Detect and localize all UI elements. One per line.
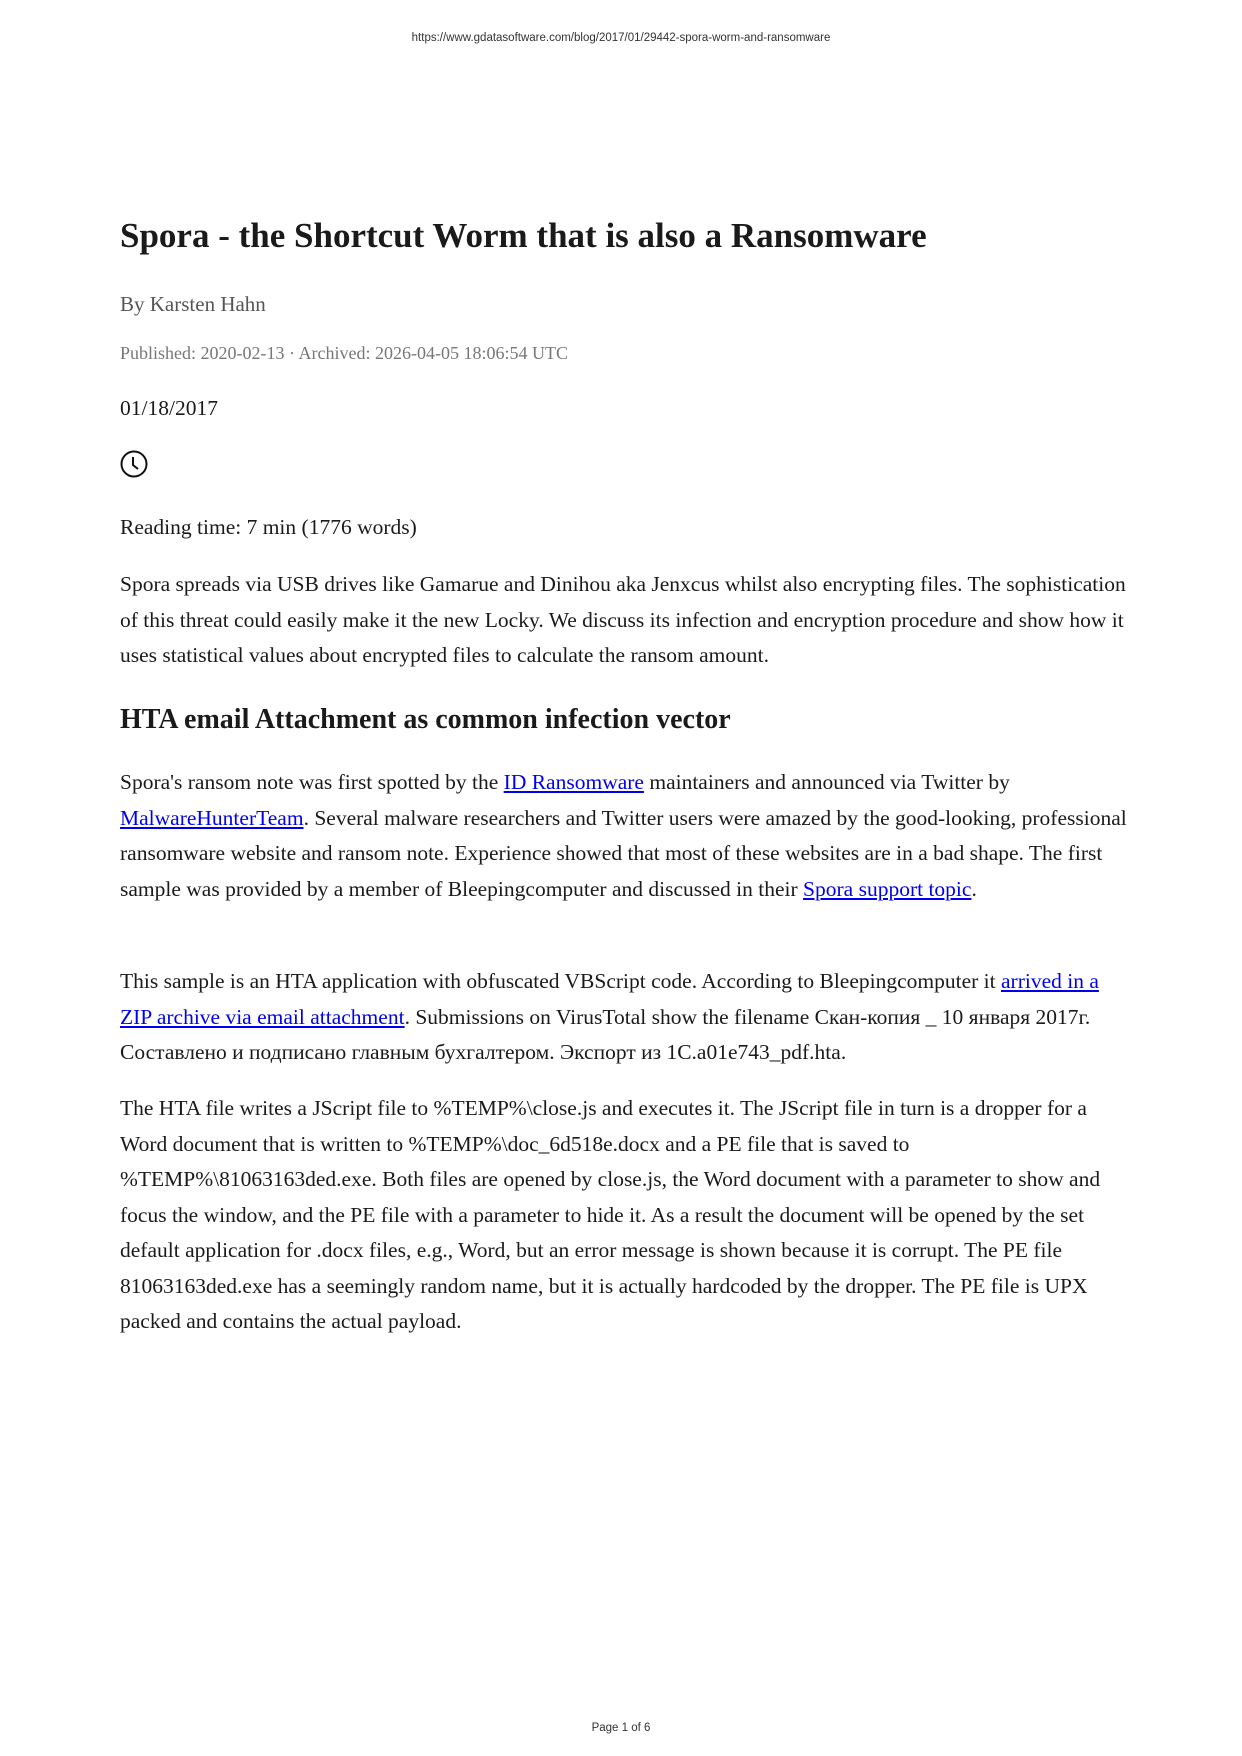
publish-info: Published: 2020-02-13 · Archived: 2026-04-05 18:06:54 UTC [120,343,568,363]
clock-icon [120,450,148,478]
reading-time: Reading time: 7 min (1776 words) [120,515,417,539]
paragraph-ransom-note [120,765,1130,907]
intro-paragraph: Spora spreads via USB drives like Gamarue and Dinihou aka Jenxcus whilst also encrypting files. The sophistication of this threat could easily make it the new Locky. We discuss its infection and encryption procedure and show how it uses statistical values about encrypted files to calculate the ransom amount. [120,572,1126,667]
text: Spora's ransom note was first spotted by the [120,770,504,794]
text: This sample is an HTA application with obfuscated VBScript code. According to Bleepingcomputer it [120,969,1001,993]
page-url-header: https://www.gdatasoftware.com/blog/2017/01/29442-spora-worm-and-ransomware [411,32,831,44]
text: maintainers and announced via Twitter by [643,770,1010,794]
malwarehunterteam-link[interactable]: MalwareHunterTeam [120,805,304,830]
author-byline: By Karsten Hahn [120,292,266,316]
text: . Several malware researchers and Twitter users were amazed by the good-looking, professional ransomware website and ransom note. Experience showed that most of these websites are in a bad shape. The first sample was provided by a member of Bleepingcomputer and discussed in their [120,805,1127,901]
text: . [971,876,977,901]
article-title: Spora - the Shortcut Worm that is also a Ransomware [120,216,927,255]
paragraph-hta-sample [120,964,1130,1071]
spora-support-topic-link[interactable]: Spora support topic [803,876,972,901]
paragraph-dropper: The HTA file writes a JScript file to %TEMP%\close.js and executes it. The JScript file in turn is a dropper for a Word document that is written to %TEMP%\doc_6d518e.docx and a PE file that is saved to %TEMP%\81063163ded.exe. Both files are opened by close.js, the Word document with a parameter to show and focus the window, and the PE file with a parameter to hide it. As a result the document will be opened by the set default application for .docx files, e.g., Word, but an error message is shown because it is corrupt. The PE file 81063163ded.exe has a seemingly random name, but it is actually hardcoded by the dropper. The PE file is UPX packed and contains the actual payload. [120,1096,1101,1333]
zip-archive-link[interactable]: arrived in a ZIP archive via email attachment [120,969,1099,1029]
page-number: Page 1 of 6 [591,1722,651,1734]
id-ransomware-link[interactable]: ID Ransomware [503,770,644,794]
article-date: 01/18/2017 [120,396,218,420]
section-heading: HTA email Attachment as common infection vector [120,704,731,735]
text: . Submissions on VirusTotal show the filename Скан-копия _ 10 января 2017г. Составлено и подписано главным бухгалтером. Экспорт из 1С.a01e743_pdf.hta. [120,1004,1091,1064]
